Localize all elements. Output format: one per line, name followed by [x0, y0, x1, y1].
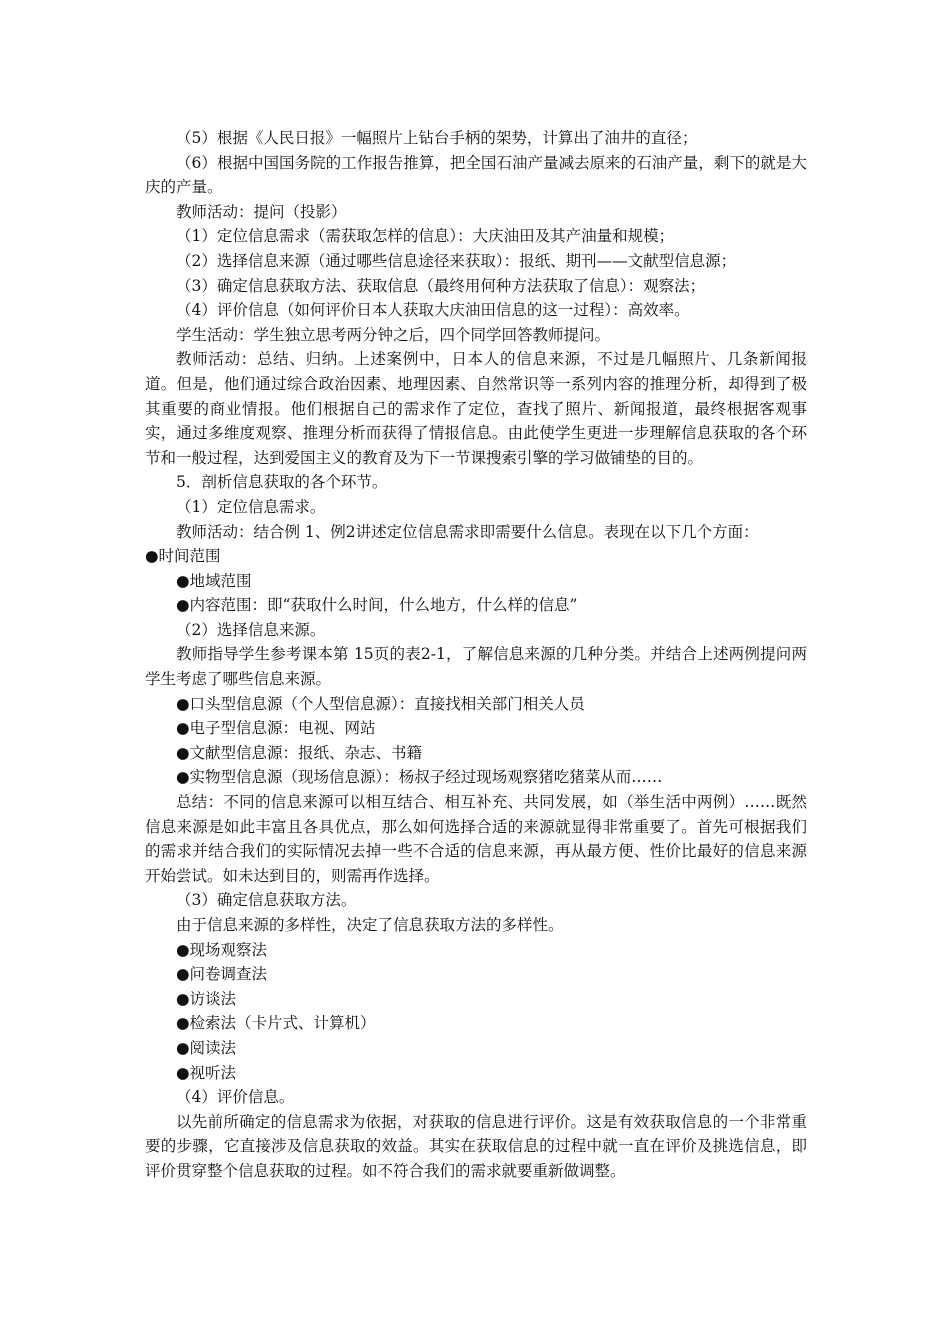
- paragraph: （3）确定信息获取方法、获取信息（最终用何种方法获取了信息）：观察法；: [176, 276, 706, 295]
- paragraph: （2）选择信息来源。: [176, 620, 326, 639]
- paragraph: 教师指导学生参考课本第 15页的表2-1，了解信息来源的几种分类。并结合上述两例提问两学生考虑了哪些信息来源。: [145, 645, 807, 689]
- bullet-item: ●视听法: [176, 1063, 237, 1082]
- paragraph: （2）选择信息来源（通过哪些信息途径来获取）：报纸、期刊——文献型信息源；: [176, 251, 737, 270]
- paragraph: 总结：不同的信息来源可以相互结合、相互补充、共同发展，如（举生活中两例）……既然信息来源是如此丰富且各具优点，那么如何选择合适的来源就显得非常重要了。首先可根据我们的需求并结合我们的实际情况去掉一些不合适的信息来源，再从最方便、性价比最好的信息来源开始尝试。如未达到目的，则需再作选择。: [145, 793, 807, 885]
- bullet-item: ●口头型信息源（个人型信息源）：直接找相关部门相关人员: [176, 694, 585, 713]
- paragraph: 教师活动：提问（投影）: [176, 202, 347, 221]
- paragraph: （1）定位信息需求。: [176, 497, 326, 516]
- paragraph: （4）评价信息。: [176, 1088, 295, 1107]
- paragraph: （6）根据中国国务院的工作报告推算，把全国石油产量减去原来的石油产量，剩下的就是大庆的产量。: [145, 153, 807, 197]
- bullet-item: ●访谈法: [176, 989, 237, 1008]
- bullet-item: ●实物型信息源（现场信息源）：杨叔子经过现场观察猪吃猪菜从而……: [176, 768, 663, 787]
- bullet-item: ●检索法（卡片式、计算机）: [176, 1014, 376, 1033]
- bullet-item: ●地域范围: [176, 571, 252, 590]
- bullet-item: ●现场观察法: [176, 940, 268, 959]
- bullet-item: ●问卷调查法: [176, 965, 268, 984]
- paragraph: （4）评价信息（如何评价日本人获取大庆油田信息的这一过程）：高效率。: [176, 301, 690, 320]
- bullet-item: ●时间范围: [145, 547, 221, 566]
- bullet-item: ●内容范围：即“获取什么时间，什么地方，什么样的信息”: [176, 596, 578, 615]
- paragraph: 学生活动：学生独立思考两分钟之后，四个同学回答教师提问。: [176, 325, 611, 344]
- paragraph: 教师活动：结合例 1、例2讲述定位信息需求即需要什么信息。表现在以下几个方面：: [176, 522, 759, 541]
- paragraph: （3）确定信息获取方法。: [176, 891, 357, 910]
- paragraph: 5．剖析信息获取的各个环节。: [176, 473, 388, 492]
- paragraph: 教师活动：总结、归纳。上述案例中，日本人的信息来源，不过是几幅照片、几条新闻报道。但是，他们通过综合政治因素、地理因素、自然常识等一系列内容的推理分析，却得到了极其重要的商业情报。他们根据自己的需求作了定位，查找了照片、新闻报道，最终根据客观事实，通过多维度观察、推理分析而获得了情报信息。由此使学生更进一步理解信息获取的各个环节和一般过程，达到爱国主义的教育及为下一节课搜索引擎的学习做铺垫的目的。: [145, 350, 807, 467]
- paragraph: 以先前所确定的信息需求为依据，对获取的信息进行评价。这是有效获取信息的一个非常重要的步骤，它直接涉及信息获取的效益。其实在获取信息的过程中就一直在评价及挑选信息，即评价贯穿整个信息获取的过程。如不符合我们的需求就要重新做调整。: [145, 1112, 807, 1180]
- bullet-item: ●文献型信息源：报纸、杂志、书籍: [176, 743, 423, 762]
- bullet-item: ●电子型信息源：电视、网站: [176, 719, 376, 738]
- document-page: [145, 126, 807, 1184]
- paragraph: 由于信息来源的多样性，决定了信息获取方法的多样性。: [176, 916, 564, 934]
- paragraph: （5）根据《人民日报》一幅照片上钻台手柄的架势，计算出了油井的直径；: [176, 129, 698, 147]
- paragraph: （1）定位信息需求（需获取怎样的信息）：大庆油田及其产油量和规模；: [176, 227, 675, 246]
- bullet-item: ●阅读法: [176, 1038, 237, 1057]
